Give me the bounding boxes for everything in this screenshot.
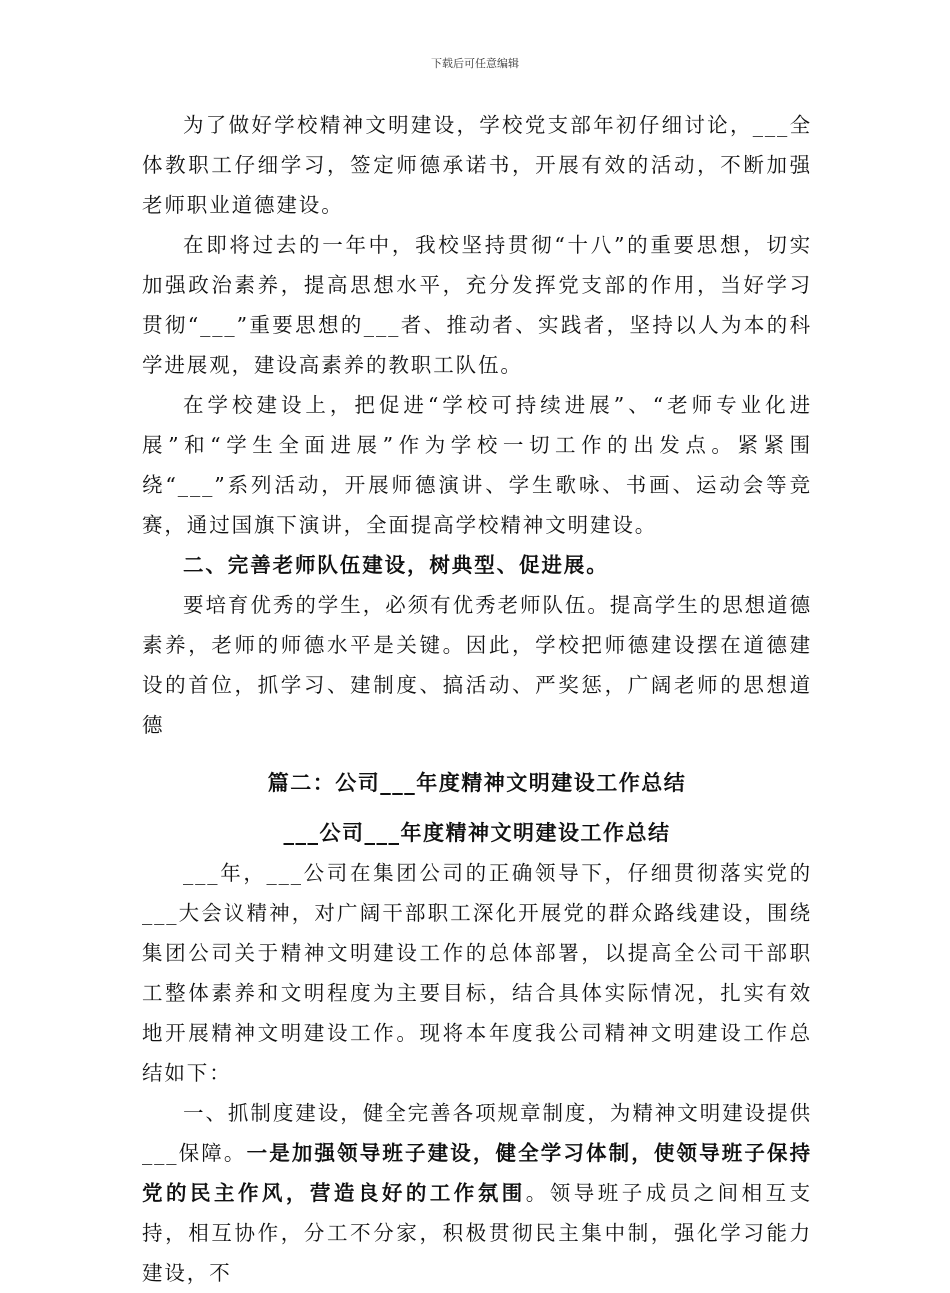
section-heading-2: 二、完善老师队伍建设，树典型、促进展。 <box>183 553 609 577</box>
paragraph-2: 在即将过去的一年中，我校坚持贯彻“十八”的重要思想，切实加强政治素养，提高思想水平，充分发挥党支部的作用，当好学习贯彻“___”重要思想的___者、推动者、实践者，坚持以人为本的科学进展观，建设高素养的教职工队伍。 <box>142 233 812 377</box>
paragraph-6-bold: 一是加强领导班子建设，健全学习体制，使领导班子保持党的民主作风，营造良好的工作氛围 <box>142 1141 812 1205</box>
paragraph-6-lead: 一、抓制度建设，健全完善各项规章制度，为精神文明建设提供___保障。 <box>142 1101 812 1165</box>
paragraph-3: 在学校建设上，把促进“学校可持续进展”、“老师专业化进展”和“学生全面进展”作为学校一切工作的出发点。紧紧围绕“___”系列活动，开展师德演讲、学生歌咏、书画、运动会等竞赛，通过国旗下演讲，全面提高学校精神文明建设。 <box>142 393 812 537</box>
paragraph-4: 要培育优秀的学生，必须有优秀老师队伍。提高学生的思想道德素养，老师的师德水平是关键。因此，学校把师德建设摆在道德建设的首位，抓学习、建制度、搞活动、严奖惩，广阔老师的思想道德 <box>142 593 812 737</box>
paragraph-6-tail: 。领导班子成员之间相互支持，相互协作，分工不分家，积极贯彻民主集中制，强化学习能力建设，不 <box>142 1181 812 1285</box>
paragraph-1: 为了做好学校精神文明建设，学校党支部年初仔细讨论，___全体教职工仔细学习，签定师德承诺书，开展有效的活动，不断加强老师职业道德建设。 <box>142 113 812 217</box>
document-body <box>142 105 812 1293</box>
paragraph-6 <box>142 1093 812 1293</box>
part-two-title: 篇二：公司___年度精神文明建设工作总结 <box>267 770 687 795</box>
document-title: ___公司___年度精神文明建设工作总结 <box>283 820 671 845</box>
page-header: 下载后可任意编辑 <box>431 57 519 70</box>
paragraph-5: ___年，___公司在集团公司的正确领导下，仔细贯彻落实党的___大会议精神，对广阔干部职工深化开展党的群众路线建设，围绕集团公司关于精神文明建设工作的总体部署，以提高全公司干部职工整体素养和文明程度为主要目标，结合具体实际情况，扎实有效地开展精神文明建设工作。现将本年度我公司精神文明建设工作总结如下： <box>142 861 812 1085</box>
